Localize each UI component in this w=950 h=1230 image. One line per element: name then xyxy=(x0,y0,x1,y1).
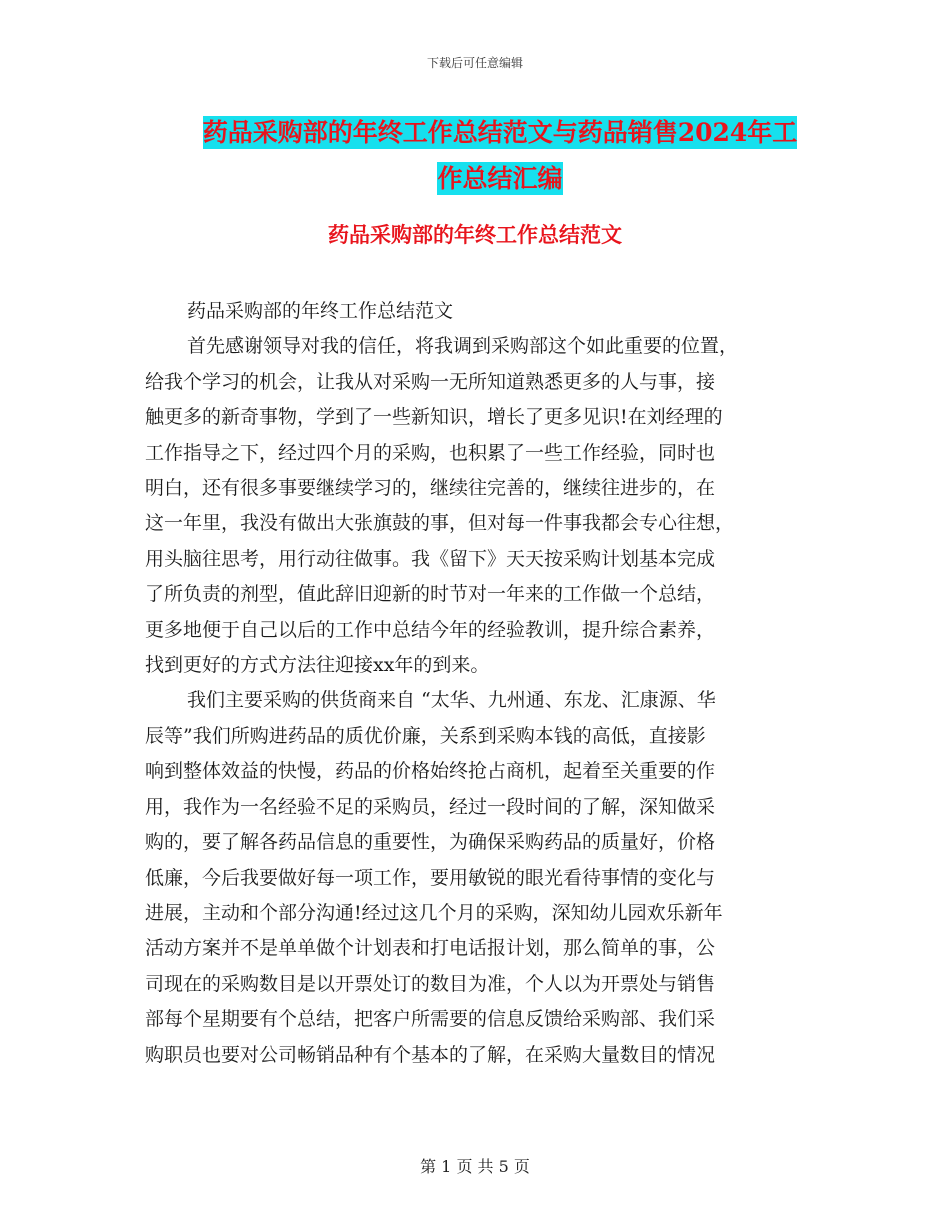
text-line: 首先感谢领导对我的信任，将我调到采购部这个如此重要的位置， xyxy=(187,335,739,358)
text-line: 低廉，今后我要做好每一项工作，要用敏锐的眼光看待事情的变化与 xyxy=(145,866,716,889)
page-number: 第 1 页 共 5 页 xyxy=(420,1157,530,1176)
text-line: 活动方案并不是单单做个计划表和打电话报计划，那么简单的事，公 xyxy=(145,937,716,960)
text-line: 工作指导之下，经过四个月的采购，也积累了一些工作经验，同时也 xyxy=(145,441,716,464)
text-line: 我们主要采购的供货商来自 “太华、九州通、东龙、汇康源、华 xyxy=(187,689,716,712)
text-line: 辰等”我们所购进药品的质优价廉，关系到采购本钱的高低，直接影 xyxy=(145,724,706,747)
text-line: 用头脑往思考，用行动往做事。我《留下》天天按采购计划基本完成 xyxy=(145,547,716,570)
paragraph-2 xyxy=(145,683,810,1072)
text-line: 购职员也要对公司畅销品种有个基本的了解，在采购大量数目的情况 xyxy=(145,1043,716,1066)
document-title xyxy=(150,110,850,202)
text-line: 部每个星期要有个总结，把客户所需要的信息反馈给采购部、我们采 xyxy=(145,1008,716,1031)
text-line: 用，我作为一名经验不足的采购员，经过一段时间的了解，深知做采 xyxy=(145,795,716,818)
document-title-line-2: 作总结汇编 xyxy=(437,164,563,193)
page-header-note: 下载后可任意编辑 xyxy=(426,56,523,70)
text-line: 触更多的新奇事物，学到了一些新知识，增长了更多见识!在刘经理的 xyxy=(145,406,723,429)
text-line: 司现在的采购数目是以开票处订的数目为准，个人以为开票处与销售 xyxy=(145,972,716,995)
paragraph-1 xyxy=(145,329,810,683)
text-line: 明白，还有很多事要继续学习的，继续往完善的，继续往进步的，在 xyxy=(145,477,716,500)
text-line: 更多地便于自己以后的工作中总结今年的经验教训，提升综合素养， xyxy=(145,618,716,641)
document-title-line-1: 药品采购部的年终工作总结范文与药品销售2024年工 xyxy=(202,118,798,147)
text-line: 这一年里，我没有做出大张旗鼓的事，但对每一件事我都会专心往想， xyxy=(145,512,735,535)
text-line: 给我个学习的机会，让我从对采购一无所知道熟悉更多的人与事，接 xyxy=(145,370,716,393)
text-line: 找到更好的方式方法往迎接xx年的到来。 xyxy=(145,654,490,677)
text-line: 响到整体效益的快慢，药品的价格始终抢占商机，起着至关重要的作 xyxy=(145,760,716,783)
text-line: 进展，主动和个部分沟通!经过这几个月的采购，深知幼儿园欢乐新年 xyxy=(145,901,723,924)
document-body xyxy=(145,294,810,1073)
body-subtitle: 药品采购部的年终工作总结范文 xyxy=(187,300,454,322)
section-title: 药品采购部的年终工作总结范文 xyxy=(328,222,622,247)
text-line: 了所负责的剂型，值此辞旧迎新的时节对一年来的工作做一个总结， xyxy=(145,583,716,606)
text-line: 购的，要了解各药品信息的重要性，为确保采购药品的质量好，价格 xyxy=(145,831,716,854)
